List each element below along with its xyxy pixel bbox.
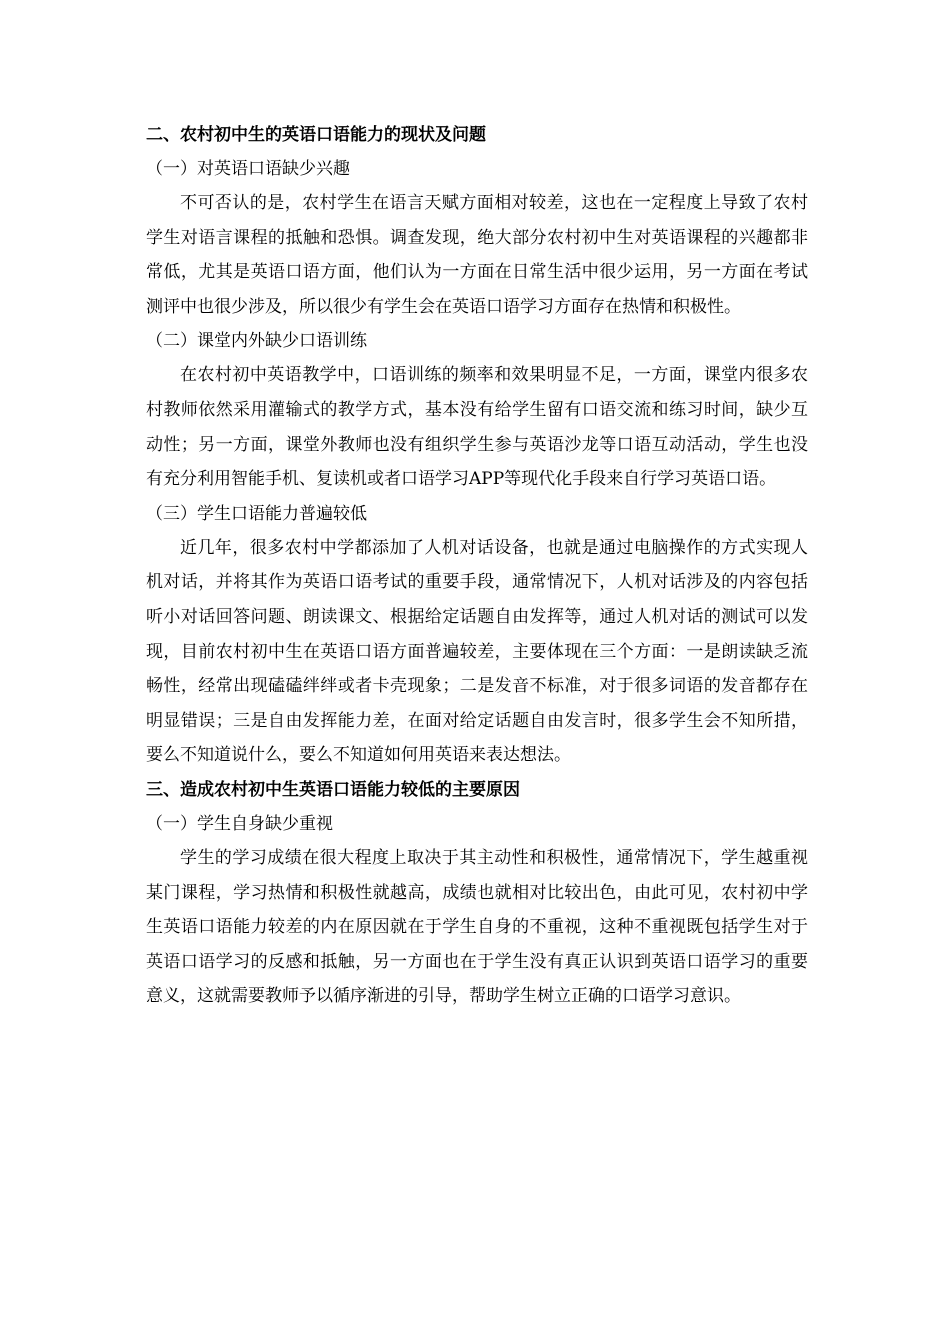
paragraph-3-1: 学生的学习成绩在很大程度上取决于其主动性和积极性，通常情况下，学生越重视某门课程，学习热情和积极性就越高，成绩也就相对比较出色，由此可见，农村初中学生英语口语能力较差的内在原因就在于学生自身的不重视，这种不重视既包括学生对于英语口语学习的反感和抵触，另一方面也在于学生没有真正认识到英语口语学习的重要意义，这就需要教师予以循序渐进的引导，帮助学生树立正确的口语学习意识。 <box>146 847 808 1007</box>
subsection-title-2-1: （一）对英语口语缺少兴趣 <box>146 159 350 179</box>
section-heading-3: 三、造成农村初中生英语口语能力较低的主要原因 <box>146 779 520 800</box>
document-page <box>146 118 808 1014</box>
paragraph-2-2: 在农村初中英语教学中，口语训练的频率和效果明显不足，一方面，课堂内很多农村教师依然采用灌输式的教学方式，基本没有给学生留有口语交流和练习时间，缺少互动性；另一方面，课堂外教师也没有组织学生参与英语沙龙等口语互动活动，学生也没有充分利用智能手机、复读机或者口语学习APP等现代化手段来自行学习英语口语。 <box>146 365 808 490</box>
paragraph-2-1: 不可否认的是，农村学生在语言天赋方面相对较差，这也在一定程度上导致了农村学生对语言课程的抵触和恐惧。调查发现，绝大部分农村初中生对英语课程的兴趣都非常低，尤其是英语口语方面，他们认为一方面在日常生活中很少运用，另一方面在考试测评中也很少涉及，所以很少有学生会在英语口语学习方面存在热情和积极性。 <box>146 193 808 317</box>
section-heading-2: 二、农村初中生的英语口语能力的现状及问题 <box>146 125 486 145</box>
subsection-title-2-2: （二）课堂内外缺少口语训练 <box>146 331 367 352</box>
subsection-title-2-3: （三）学生口语能力普遍较低 <box>146 503 367 524</box>
paragraph-2-3: 近几年，很多农村中学都添加了人机对话设备，也就是通过电脑操作的方式实现人机对话，并将其作为英语口语考试的重要手段，通常情况下，人机对话涉及的内容包括听小对话回答问题、朗读课文、根据给定话题自由发挥等，通过人机对话的测试可以发现，目前农村初中生在英语口语方面普遍较差，主要体现在三个方面：一是朗读缺乏流畅性，经常出现磕磕绊绊或者卡壳现象；二是发音不标准，对于很多词语的发音都存在明显错误；三是自由发挥能力差，在面对给定话题自由发言时，很多学生会不知所措，要么不知道说什么，要么不知道如何用英语来表达想法。 <box>146 537 808 766</box>
subsection-title-3-1: （一）学生自身缺少重视 <box>146 813 333 834</box>
